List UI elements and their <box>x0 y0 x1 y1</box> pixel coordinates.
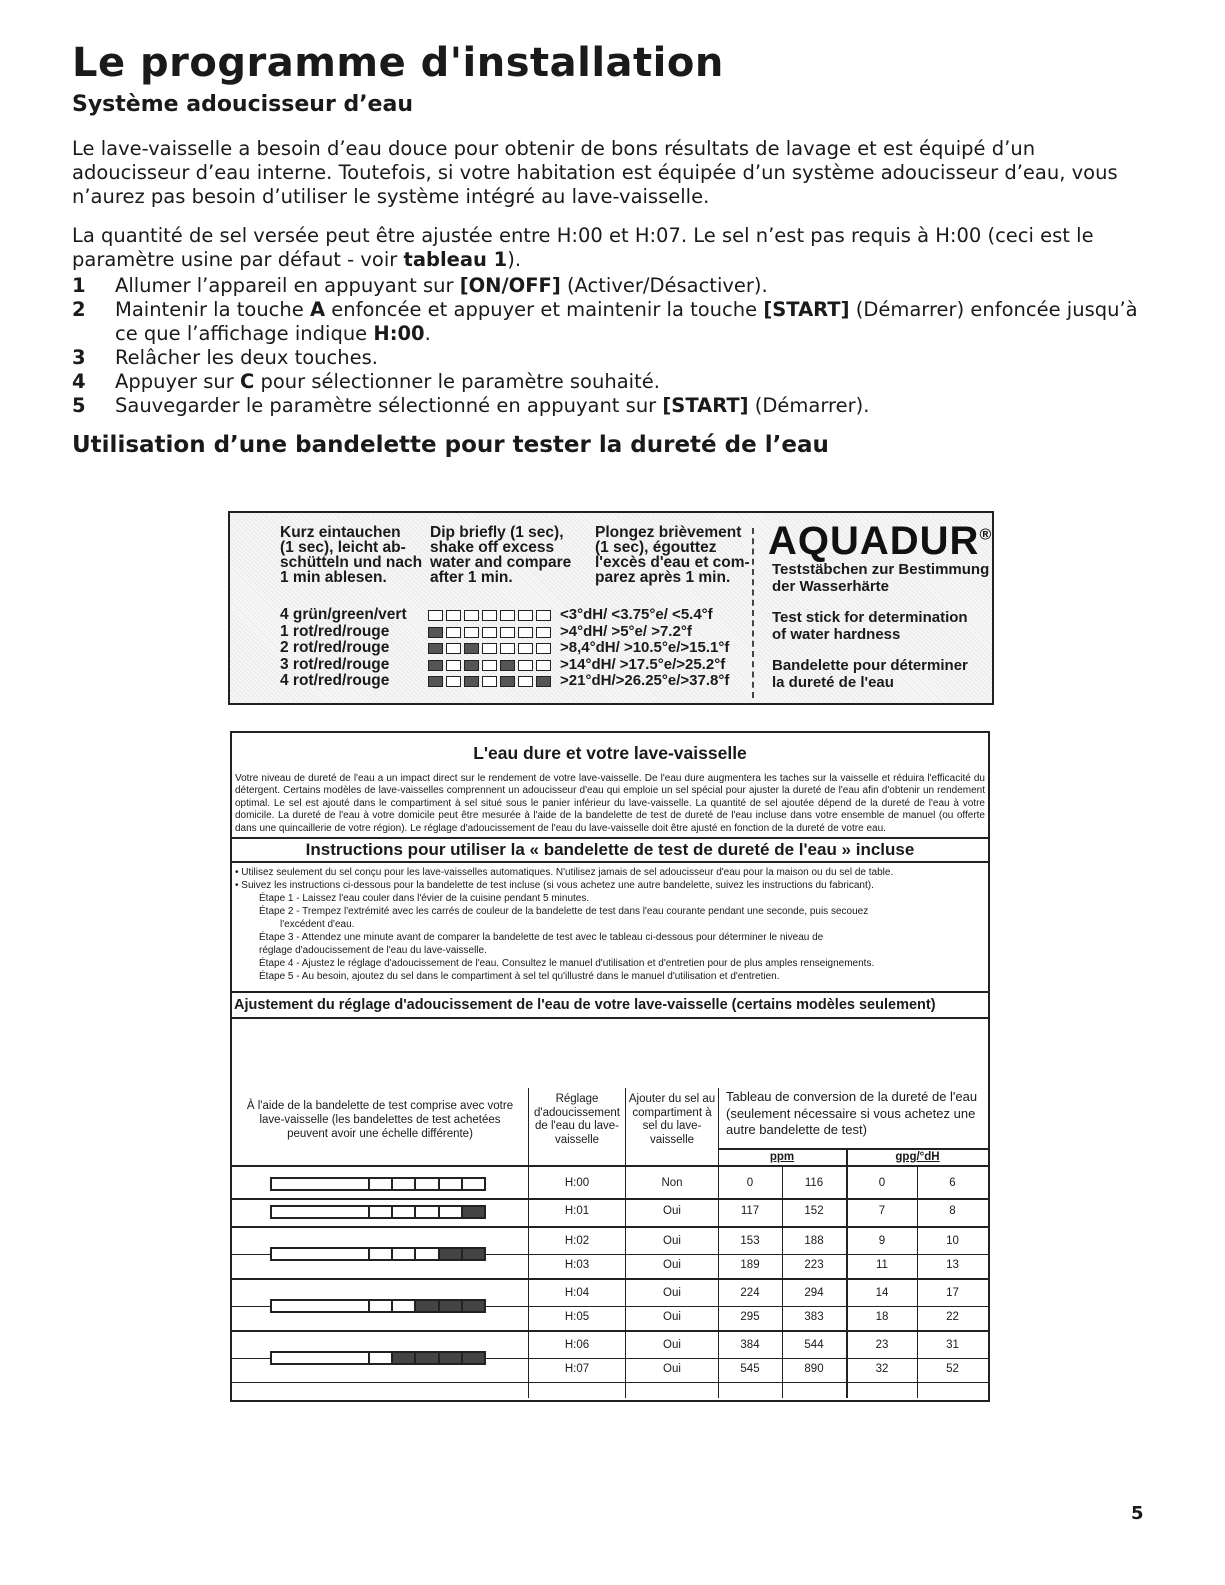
table-reference: tableau 1 <box>403 248 508 271</box>
color-pad <box>536 643 551 654</box>
etape-item: l'excédent d'eau. <box>280 919 355 931</box>
row-label: 4 grün/green/vert <box>280 606 407 623</box>
ppm-max-cell: 890 <box>804 1363 824 1375</box>
color-pad-row <box>428 676 554 687</box>
page-title: Le programme d'installation <box>72 40 724 86</box>
paragraph-salt <box>72 224 1147 272</box>
hardness-value: <3°dH/ <3.75°e/ <5.4°f <box>560 606 713 623</box>
instructions-title: Instructions pour utiliser la « bandelette de test de dureté de l'eau » incluse <box>232 837 988 863</box>
color-pad-row <box>428 643 554 654</box>
ppm-min-cell: 295 <box>740 1311 760 1323</box>
hardness-value: >21°dH/>26.25°e/>37.8°f <box>560 672 730 689</box>
color-pad <box>428 660 443 671</box>
color-pad <box>518 610 533 621</box>
salt-cell: Oui <box>663 1205 681 1217</box>
step-1 <box>72 274 1147 298</box>
salt-cell: Oui <box>663 1363 681 1375</box>
instructions-list <box>232 863 988 983</box>
key-label: [START] <box>662 394 749 417</box>
step-5 <box>72 394 1147 418</box>
text-line: schütteln und nach <box>280 554 423 571</box>
table-divider <box>782 1165 783 1398</box>
setting-cell: H:06 <box>564 1339 590 1351</box>
color-pad-row <box>428 627 554 638</box>
setting-cell: H:05 <box>564 1311 590 1323</box>
strip-pad <box>391 1179 414 1189</box>
gpg-max-cell: 22 <box>946 1311 959 1323</box>
strip-pad <box>438 1353 461 1363</box>
key-label: A <box>309 298 326 321</box>
color-pad <box>536 660 551 671</box>
steps-list <box>72 274 1147 418</box>
color-pad <box>428 643 443 654</box>
strip-pad <box>368 1353 391 1363</box>
color-pad <box>464 676 479 687</box>
gpg-max-cell: 8 <box>949 1205 956 1217</box>
table-divider <box>917 1165 918 1398</box>
gpg-max-cell: 13 <box>946 1259 959 1271</box>
color-pad <box>446 643 461 654</box>
text-line: water and compare <box>430 554 572 571</box>
salt-cell: Oui <box>663 1259 681 1271</box>
table-rule <box>232 1165 988 1167</box>
ppm-max-cell: 294 <box>804 1287 824 1299</box>
logo-text: AQUADUR <box>768 519 980 563</box>
conversion-header: Tableau de conversion de la dureté de l'eau (seulement nécessaire si vous achetez une autre bandelette de test) <box>726 1089 978 1137</box>
etape-item: Étape 5 - Au besoin, ajoutez du sel dans le compartiment à sel tel qu'illustré dans le manuel d'utilisation et d'entretien. <box>259 971 780 983</box>
dashed-divider <box>752 528 754 698</box>
ppm-min-cell: 117 <box>740 1205 760 1217</box>
text-line: Bandelette pour déterminer <box>772 657 968 674</box>
text-line: after 1 min. <box>430 569 513 586</box>
color-pad <box>536 610 551 621</box>
color-pad <box>500 627 515 638</box>
ppm-header: ppm <box>769 1151 795 1163</box>
hardness-value: >4°dH/ >5°e/ >7.2°f <box>560 622 692 640</box>
etape-item: Étape 3 - Attendez une minute avant de comparer la bandelette de test avec le tableau ci-dessous pour déterminer le niveau de <box>259 932 824 944</box>
step-text: Relâcher les deux touches. <box>115 346 378 369</box>
color-pad <box>464 660 479 671</box>
color-pad <box>464 643 479 654</box>
table-row-rule <box>232 1226 988 1228</box>
salt-cell: Oui <box>663 1287 681 1299</box>
strip-pad <box>368 1249 391 1259</box>
color-pad <box>482 643 497 654</box>
row-label: 1 rot/red/rouge <box>280 622 390 640</box>
color-pad <box>428 610 443 621</box>
gpg-min-cell: 14 <box>875 1287 889 1299</box>
ppm-min-cell: 224 <box>740 1287 760 1299</box>
aquadur-values <box>560 607 729 690</box>
strip-pad <box>391 1249 414 1259</box>
setting-cell: H:03 <box>564 1259 590 1271</box>
color-pad <box>446 610 461 621</box>
registered-mark: ® <box>979 526 993 544</box>
strip-handle <box>272 1301 368 1311</box>
strip-pad <box>391 1353 414 1363</box>
row-label: 4 rot/red/rouge <box>280 672 390 689</box>
color-pad <box>428 676 443 687</box>
text-line: (1 sec), égouttez <box>595 539 717 556</box>
test-strip <box>270 1247 486 1261</box>
ppm-min-cell: 189 <box>740 1259 760 1271</box>
gpg-min-cell: 7 <box>878 1205 886 1217</box>
step-4 <box>72 370 1147 394</box>
aquadur-bars <box>428 610 554 693</box>
setting-column-header: Réglage d'adoucissement de l'eau du lave-vaisselle <box>534 1093 620 1146</box>
setting-cell: H:01 <box>564 1205 590 1217</box>
test-strip <box>270 1177 486 1191</box>
key-label: [START] <box>763 298 850 321</box>
text-line: Kurz eintauchen <box>280 524 401 541</box>
text-line: Test stick for determination <box>772 609 968 626</box>
paragraph-salt-text: La quantité de sel versée peut être ajustée entre H:00 et H:07. Le sel n’est pas requis à H:00 (ceci est le paramètre usine par défaut - voir <box>72 224 1094 271</box>
strip-pad <box>391 1301 414 1311</box>
strip-handle <box>272 1353 368 1363</box>
strip-pad <box>461 1249 484 1259</box>
strip-pad <box>368 1301 391 1311</box>
salt-cell: Non <box>661 1177 683 1189</box>
text-line: parez après 1 min. <box>595 569 731 586</box>
color-pad <box>482 627 497 638</box>
color-pad <box>500 610 515 621</box>
color-pad <box>482 676 497 687</box>
setting-cell: H:07 <box>564 1363 590 1375</box>
aquadur-desc-de <box>772 561 989 595</box>
paragraph-intro: Le lave-vaisselle a besoin d’eau douce pour obtenir de bons résultats de lavage et est équipé d’un adoucisseur d’eau interne. Toutefois, si votre habitation est équipée d’un système adoucisseur d’eau, vous n’aurez pas besoin d’utiliser le système intégré au lave-vaisselle. <box>72 137 1118 208</box>
strip-column-header: À l'aide de la bandelette de test comprise avec votre lave-vaisselle (les bandelettes de test achetées peuvent avoir une échelle différente) <box>246 1100 514 1140</box>
hardness-value: >8,4°dH/ >10.5°e/>15.1°f <box>560 639 730 656</box>
paragraph-salt-end: ). <box>507 248 522 271</box>
ppm-min-cell: 384 <box>740 1339 760 1351</box>
ppm-min-cell: 153 <box>740 1235 760 1247</box>
test-strip <box>270 1205 486 1219</box>
display-value: H:00 <box>373 322 425 345</box>
strip-pad <box>391 1207 414 1217</box>
step-number: 1 <box>72 274 86 297</box>
text-line: Dip briefly (1 sec), <box>430 524 564 541</box>
step-text: Sauvegarder le paramètre sélectionné en appuyant sur <box>115 394 663 417</box>
setting-cell: H:02 <box>564 1235 590 1247</box>
step-text: Maintenir la touche <box>115 298 310 321</box>
step-number: 2 <box>72 298 86 321</box>
text-line: Teststäbchen zur Bestimmung <box>772 561 990 578</box>
table-row-rule <box>232 1198 988 1200</box>
page-number: 5 <box>1131 1503 1144 1524</box>
text-line: shake off excess <box>430 539 555 556</box>
color-pad <box>518 676 533 687</box>
gpg-min-cell: 11 <box>876 1259 888 1271</box>
strip-pad <box>414 1207 437 1217</box>
aquadur-logo <box>768 519 992 564</box>
color-pad <box>482 660 497 671</box>
step-text: Appuyer sur <box>115 370 240 393</box>
ppm-max-cell: 223 <box>804 1259 824 1271</box>
strip-pad <box>414 1301 437 1311</box>
key-label: C <box>239 370 255 393</box>
text-line: la dureté de l'eau <box>772 674 894 691</box>
strip-pad <box>438 1301 461 1311</box>
color-pad <box>518 627 533 638</box>
strip-pad <box>461 1179 484 1189</box>
step-text: pour sélectionner le paramètre souhaité. <box>254 370 660 393</box>
ppm-min-cell: 0 <box>746 1177 754 1189</box>
strip-pad <box>461 1301 484 1311</box>
ppm-max-cell: 383 <box>804 1311 824 1323</box>
setting-cell: H:00 <box>564 1177 590 1189</box>
color-pad <box>446 676 461 687</box>
text-line: of water hardness <box>772 626 901 643</box>
etape-item: Étape 1 - Laissez l'eau couler dans l'évier de la cuisine pendant 5 minutes. <box>259 893 590 905</box>
gpg-max-cell: 17 <box>946 1287 959 1299</box>
test-strip <box>270 1351 486 1365</box>
ppm-max-cell: 188 <box>804 1235 824 1247</box>
gpg-min-cell: 23 <box>875 1339 889 1351</box>
color-pad <box>446 660 461 671</box>
step-text: (Démarrer) enfoncée jusqu’à ce que l’affichage indique <box>115 298 1138 345</box>
color-pad <box>446 627 461 638</box>
aquadur-strip-image <box>228 511 994 705</box>
step-3 <box>72 346 1147 370</box>
bullet-item: • Utilisez seulement du sel conçu pour les lave-vaisselles automatiques. N'utilisez jamais de sel adoucisseur d'eau pour la maison ou du sel de table. <box>235 867 894 879</box>
strip-pad <box>368 1207 391 1217</box>
gpg-max-cell: 52 <box>946 1363 959 1375</box>
test-strip <box>270 1299 486 1313</box>
color-pad <box>500 660 515 671</box>
aquadur-instructions-en <box>430 525 571 585</box>
aquadur-instructions-de <box>280 525 422 585</box>
table-row-rule <box>232 1330 988 1332</box>
gpg-max-cell: 6 <box>949 1177 956 1189</box>
step-text: Allumer l’appareil en appuyant sur <box>115 274 460 297</box>
color-pad <box>536 627 551 638</box>
strip-handle <box>272 1179 368 1189</box>
strip-pad <box>368 1179 391 1189</box>
bullet-item: • Suivez les instructions ci-dessous pour la bandelette de test incluse (si vous achetez une autre bandelette, suivez les instructions du fabricant). <box>235 880 874 892</box>
aquadur-desc-fr <box>772 657 968 691</box>
text-line: Plongez brièvement <box>595 524 742 541</box>
row-label: 2 rot/red/rouge <box>280 639 390 656</box>
strip-pad <box>438 1249 461 1259</box>
gpg-min-cell: 32 <box>875 1363 889 1375</box>
section-heading-test-strip: Utilisation d’une bandelette pour tester la dureté de l’eau <box>72 432 829 458</box>
ppm-max-cell: 544 <box>804 1339 824 1351</box>
section-heading-softener: Système adoucisseur d’eau <box>72 92 413 117</box>
color-pad <box>482 610 497 621</box>
ppm-max-cell: 116 <box>804 1177 824 1189</box>
salt-cell: Oui <box>663 1339 681 1351</box>
step-text: (Démarrer). <box>748 394 870 417</box>
color-pad <box>464 627 479 638</box>
ppm-min-cell: 545 <box>740 1363 760 1375</box>
strip-handle <box>272 1249 368 1259</box>
aquadur-color-rows <box>280 607 407 690</box>
gpg-min-cell: 0 <box>878 1177 886 1189</box>
etape-item: Étape 4 - Ajustez le réglage d'adoucissement de l'eau. Consultez le manuel d'utilisation et d'entretien pour de plus amples renseignements. <box>259 958 875 970</box>
strip-pad <box>414 1249 437 1259</box>
table-row-rule <box>232 1278 988 1280</box>
text-line: 1 min ablesen. <box>280 569 387 586</box>
strip-pad <box>414 1353 437 1363</box>
step-text: . <box>424 322 431 345</box>
salt-cell: Oui <box>663 1235 681 1247</box>
strip-pad <box>461 1207 484 1217</box>
step-number: 5 <box>72 394 86 417</box>
box-description: Votre niveau de dureté de l'eau a un impact direct sur le rendement de votre lave-vaisselle. De l'eau dure augmentera les taches sur la vaisselle et réduira l'efficacité du détergent. Certains modèles de lave-vaisselles comprennent un adoucisseur d'eau qui emploie un sel spécial pour ajuster la dureté de l'eau afin d'obtenir un rendement optimal. Le sel est ajouté dans le compartiment à sel situé sous le panier inférieur du lave-vaisselle. La quantité de sel ajoutée dépend de la dureté de l'eau à votre domicile. La dureté de l'eau à votre domicile peut être mesurée à l'aide de la bandelette de test de dureté de l'eau incluse dans votre ensemble de manuel (ou offerte dans une quincaillerie de votre région). Le réglage d'adoucissement de l'eau du lave-vaisselle doit être ajusté en fonction de la dureté de votre eau. <box>235 773 985 834</box>
gpg-min-cell: 9 <box>878 1235 886 1247</box>
table-rule <box>718 1148 988 1150</box>
strip-pad <box>438 1179 461 1189</box>
color-pad <box>518 643 533 654</box>
salt-column-header: Ajouter du sel au compartiment à sel du lave-vaisselle <box>628 1093 716 1146</box>
row-label: 3 rot/red/rouge <box>280 655 390 673</box>
color-pad <box>428 627 443 638</box>
color-pad <box>500 676 515 687</box>
ppm-max-cell: 152 <box>804 1205 824 1217</box>
etape-item: réglage d'adoucissement de l'eau du lave-vaisselle. <box>259 945 487 957</box>
color-pad <box>500 643 515 654</box>
hard-water-box <box>230 731 990 1402</box>
aquadur-desc-en <box>772 609 968 643</box>
text-line: der Wasserhärte <box>772 578 889 595</box>
gpg-max-cell: 10 <box>946 1235 959 1247</box>
table-row-rule <box>232 1382 988 1383</box>
color-pad <box>518 660 533 671</box>
step-text: (Activer/Désactiver). <box>560 274 768 297</box>
key-label: [ON/OFF] <box>459 274 561 297</box>
color-pad <box>536 676 551 687</box>
aquadur-instructions-fr <box>595 525 750 585</box>
adjust-title: Ajustement du réglage d'adoucissement de l'eau de votre lave-vaisselle (certains modèles seulement) <box>232 991 988 1019</box>
step-number: 4 <box>72 370 86 393</box>
gpg-min-cell: 18 <box>875 1311 889 1323</box>
text-line: (1 sec), leicht ab- <box>280 539 406 556</box>
color-pad-row <box>428 660 554 671</box>
strip-pad <box>461 1353 484 1363</box>
color-pad <box>464 610 479 621</box>
setting-cell: H:04 <box>564 1287 590 1299</box>
gpg-header: gpg/°dH <box>895 1151 940 1163</box>
step-number: 3 <box>72 346 86 369</box>
gpg-max-cell: 31 <box>946 1339 959 1351</box>
hardness-value: >14°dH/ >17.5°e/>25.2°f <box>560 655 726 673</box>
step-text: enfoncée et appuyer et maintenir la touche <box>325 298 764 321</box>
etape-item: Étape 2 - Trempez l'extrémité avec les carrés de couleur de la bandelette de test dans l'eau courante pendant une seconde, puis secouez <box>259 906 869 918</box>
strip-handle <box>272 1207 368 1217</box>
text-line: l'excès d'eau et com- <box>595 554 750 571</box>
strip-pad <box>414 1179 437 1189</box>
box-title: L'eau dure et votre lave-vaisselle <box>473 743 747 763</box>
step-2 <box>72 298 1147 346</box>
salt-cell: Oui <box>663 1311 681 1323</box>
strip-pad <box>438 1207 461 1217</box>
color-pad-row <box>428 610 554 621</box>
